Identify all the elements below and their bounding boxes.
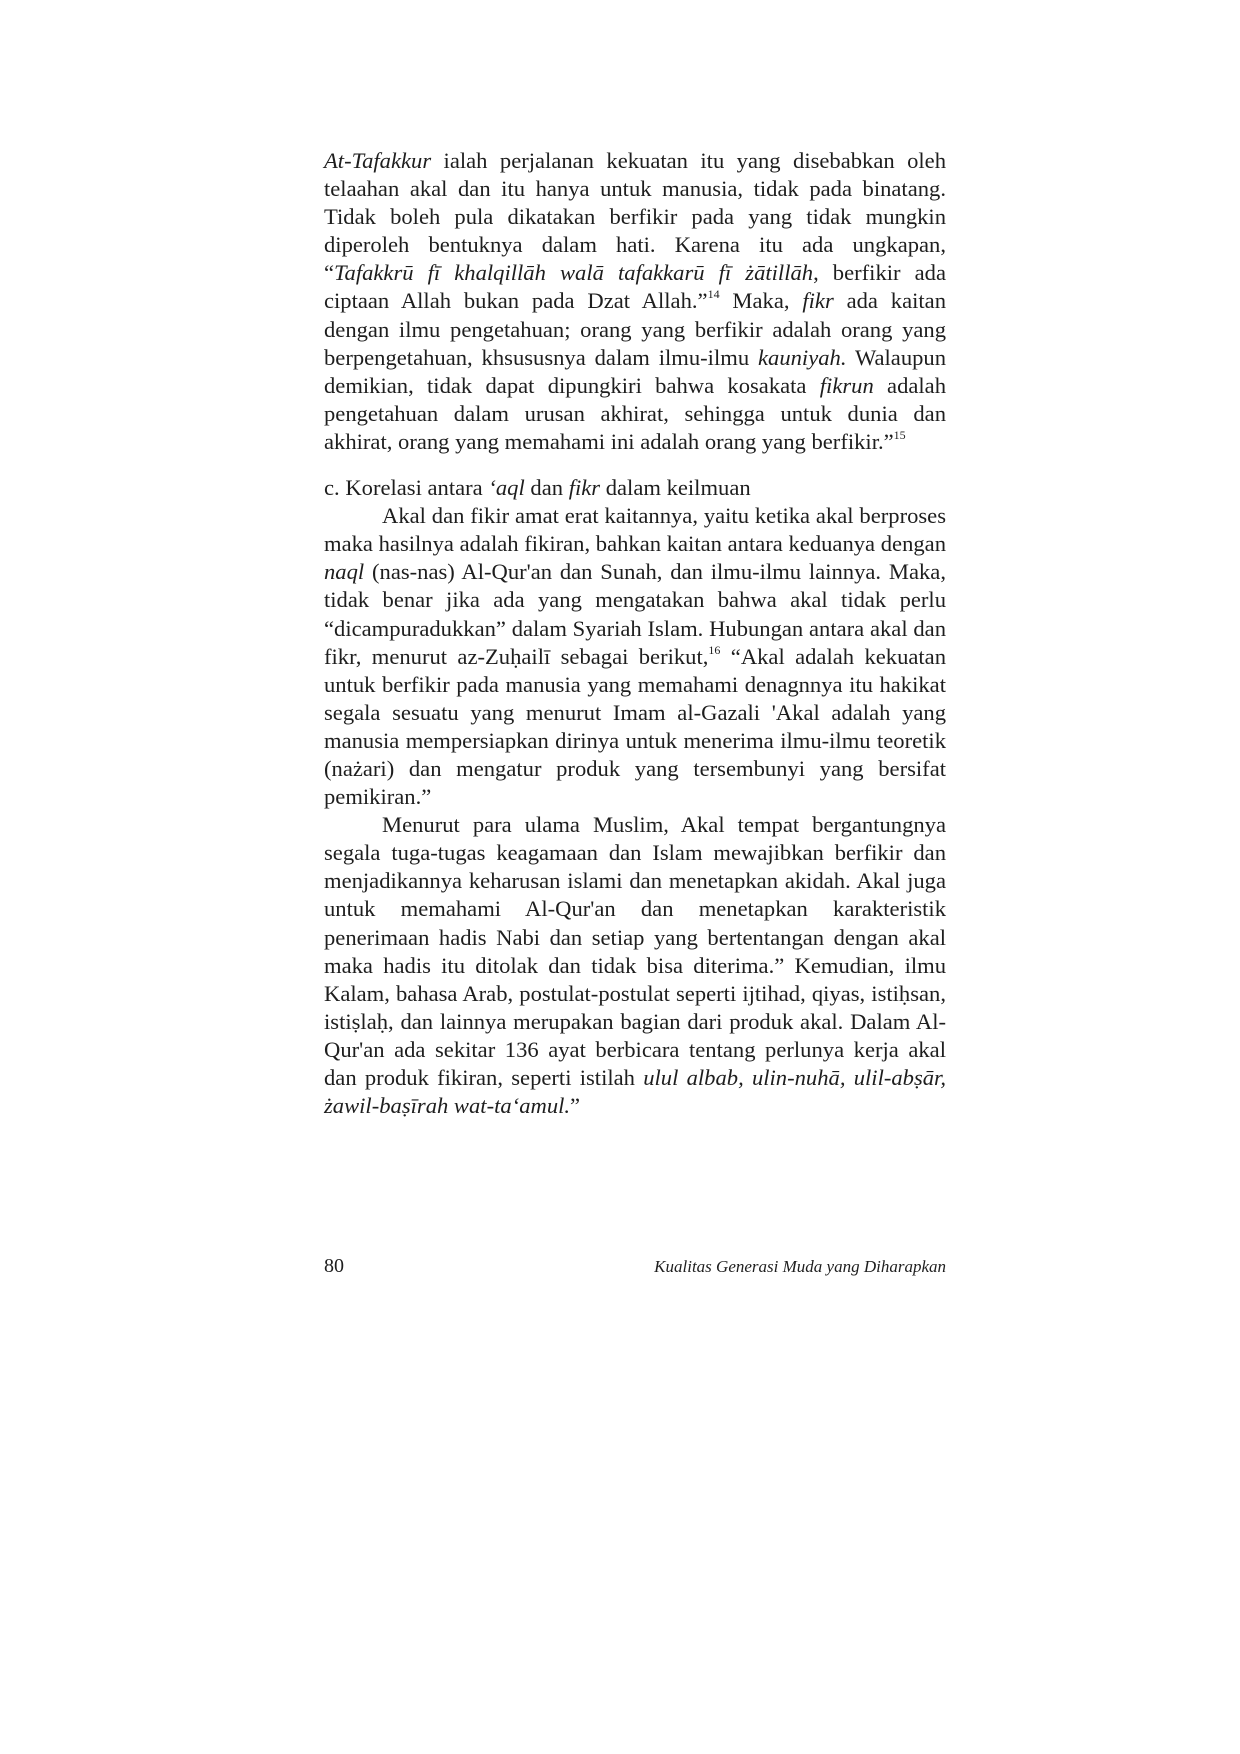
page-footer: [324, 1255, 946, 1283]
running-title: Kualitas Generasi Muda yang Diharapkan: [654, 1257, 946, 1276]
paragraph-text: (nas-nas) Al-Qur'an dan Sunah, dan ilmu-ilmu lainnya. Maka, tidak benar jika ada yang mengatakan bahwa akal tidak perlu “dicampuradukkan” dalam Syariah Islam. Hubungan antara akal dan fikr, menurut az-Zuḥailī sebagai berikut,: [324, 559, 946, 669]
arabic-quote: Tafakkrū fī khalqillāh walā tafakkarū fī żātillāh: [334, 260, 814, 286]
page-number: 80: [324, 1255, 344, 1277]
italic-terms: ulul albab, ulin-nuhā, ulil-abṣār, żawil-baṣīrah wat-ta‘amul.: [324, 1065, 946, 1119]
paragraph-ulama-muslim: [324, 811, 946, 1120]
heading-text: c. Korelasi antara: [324, 475, 489, 501]
paragraph-text: ada kaitan dengan ilmu pengetahuan; orang yang berfikir adalah orang yang berpengetahuan, khsususnya dalam ilmu-ilmu: [324, 288, 947, 370]
paragraph-text: , berfikir ada ciptaan Allah bukan pada Dzat Allah.”: [324, 260, 946, 314]
term-at-tafakkur: At-Tafakkur: [324, 148, 432, 173]
paragraph-akal-dan-fikir: [324, 502, 946, 811]
footnote-ref-14[interactable]: 14: [707, 287, 720, 302]
term-fikr: fikr: [568, 475, 601, 501]
section-heading: [324, 474, 946, 502]
term-fikr: fikr: [802, 288, 834, 314]
term-fikrun: fikrun: [819, 372, 874, 398]
footnote-ref-15[interactable]: 15: [893, 427, 906, 442]
term-naql: naql: [324, 559, 365, 585]
term-kauniyah: kauniyah.: [758, 344, 847, 370]
paragraph-text: adalah pengetahuan dalam urusan akhirat, sehingga untuk dunia dan akhirat, orang yang memahami ini adalah orang yang berfikir.”: [324, 372, 947, 454]
footnote-ref-16[interactable]: 16: [708, 642, 721, 657]
term-aql: ‘aql: [488, 475, 525, 501]
paragraph-text: ialah perjalanan kekuatan itu yang disebabkan oleh telaahan akal dan itu hanya untuk manusia, tidak pada binatang. Tidak boleh pula dikatakan berfikir pada yang tidak mungkin diperoleh bentuknya dalam hati. Karena itu ada ungkapan, “: [324, 148, 946, 286]
heading-text: dalam keilmuan: [600, 475, 751, 501]
paragraph-text: Maka,: [719, 288, 803, 314]
paragraph-text: Menurut para ulama Muslim, Akal tempat bergantungnya segala tuga-tugas keagamaan dan Islam mewajibkan berfikir dan menjadikannya keharusan islami dan menetapkan akidah. Akal juga untuk memahami Al-Qur'an dan menetapkan karakteristik penerimaan hadis Nabi dan setiap yang bertentangan dengan akal maka hadis itu ditolak dan tidak bisa diterima.” Kemudian, ilmu Kalam, bahasa Arab, postulat-postulat seperti ijtihad, qiyas, istiḥsan, istiṣlaḥ, dan lainnya merupakan bagian dari produk akal. Dalam Al-Qur'an ada sekitar 136 ayat berbicara tentang perlunya kerja akal dan produk fikiran, seperti istilah: [324, 812, 946, 1090]
paragraph-text: Akal dan fikir amat erat kaitannya, yaitu ketika akal berproses maka hasilnya adalah fikiran, bahkan kaitan antara keduanya dengan: [324, 503, 946, 557]
heading-text: dan: [524, 475, 569, 501]
paragraph-text: ”: [570, 1093, 581, 1119]
paragraph-text: Walaupun demikian, tidak dapat dipungkiri bahwa kosakata: [324, 344, 947, 398]
paragraph-text: “Akal adalah kekuatan untuk berfikir pada manusia yang memahami denagnnya itu hakikat segala sesuatu yang menurut Imam al-Gazali 'Akal adalah yang manusia mempersiapkan dirinya untuk menerima ilmu-ilmu teoretik (nażari) dan mengatur produk yang tersembunyi yang bersifat pemikiran.”: [324, 643, 946, 810]
body-text: [324, 147, 946, 1120]
paragraph-at-tafakkur: [324, 147, 946, 456]
